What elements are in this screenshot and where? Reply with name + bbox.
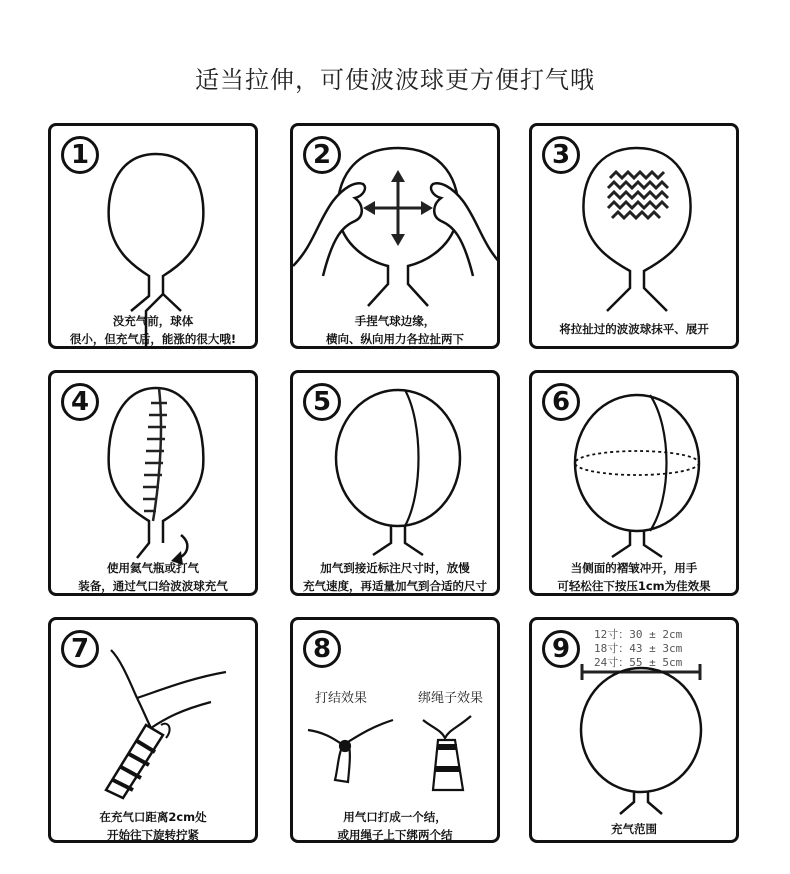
size-12-inch: 12寸：30 ± 2cm bbox=[594, 628, 683, 641]
step-caption: 将拉扯过的波波球抹平、展开 bbox=[559, 322, 709, 336]
step-number-badge: 4 bbox=[61, 383, 99, 421]
step-panel-6 bbox=[529, 370, 739, 596]
rope-tie-icon bbox=[423, 716, 471, 790]
step-number-badge: 6 bbox=[542, 383, 580, 421]
step-number-badge: 3 bbox=[542, 136, 580, 174]
step-number-badge: 7 bbox=[61, 630, 99, 668]
step-caption: 充气范围 bbox=[611, 822, 657, 836]
size-18-inch: 18寸：43 ± 3cm bbox=[594, 642, 683, 655]
step-panel-5 bbox=[290, 370, 500, 596]
step-panel-3 bbox=[529, 123, 739, 349]
stretch-arrows-icon bbox=[363, 170, 433, 246]
step-caption: 手捏气球边缘， 横向、纵向用力各拉扯两下 bbox=[326, 314, 464, 346]
step-caption: 在充气口距离2cm处 开始往下旋转拧紧 bbox=[99, 810, 207, 842]
step-panel-9 bbox=[529, 617, 739, 843]
size-24-inch: 24寸：55 ± 5cm bbox=[594, 656, 683, 669]
step-panel-7 bbox=[48, 617, 258, 843]
knot-effect-label: 打结效果 bbox=[315, 691, 368, 706]
step-panel-2 bbox=[290, 123, 500, 349]
step-caption: 加气到接近标注尺寸时，放慢 充气速度，再适量加气到合适的尺寸 bbox=[303, 561, 487, 593]
step-number-badge: 8 bbox=[303, 630, 341, 668]
step-caption: 用气口打成一个结， 或用绳子上下绑两个结 bbox=[337, 810, 453, 842]
step-number-badge: 1 bbox=[61, 136, 99, 174]
step-panel-4 bbox=[48, 370, 258, 596]
seam-stitches-icon bbox=[143, 388, 167, 521]
step-caption: 使用氦气瓶或打气 装备，通过气口给波波球充气 bbox=[78, 561, 228, 593]
knot-icon bbox=[308, 720, 393, 782]
wrinkle-pattern-icon bbox=[608, 172, 668, 218]
step-panel-1 bbox=[48, 123, 258, 349]
page-title: 适当拉伸，可使波波球更方便打气哦 bbox=[195, 66, 595, 94]
step-caption: 当侧面的褶皱冲开，用手 可轻松往下按压1cm为佳效果 bbox=[557, 561, 711, 593]
step-caption: 没充气前，球体 很小，但充气后，能涨的很大哦! bbox=[69, 314, 237, 346]
rope-effect-label: 绑绳子效果 bbox=[418, 691, 484, 706]
step-number-badge: 2 bbox=[303, 136, 341, 174]
step-panel-8 bbox=[290, 617, 500, 843]
step-number-badge: 5 bbox=[303, 383, 341, 421]
step-number-badge: 9 bbox=[542, 630, 580, 668]
twisted-neck-icon bbox=[106, 725, 163, 798]
